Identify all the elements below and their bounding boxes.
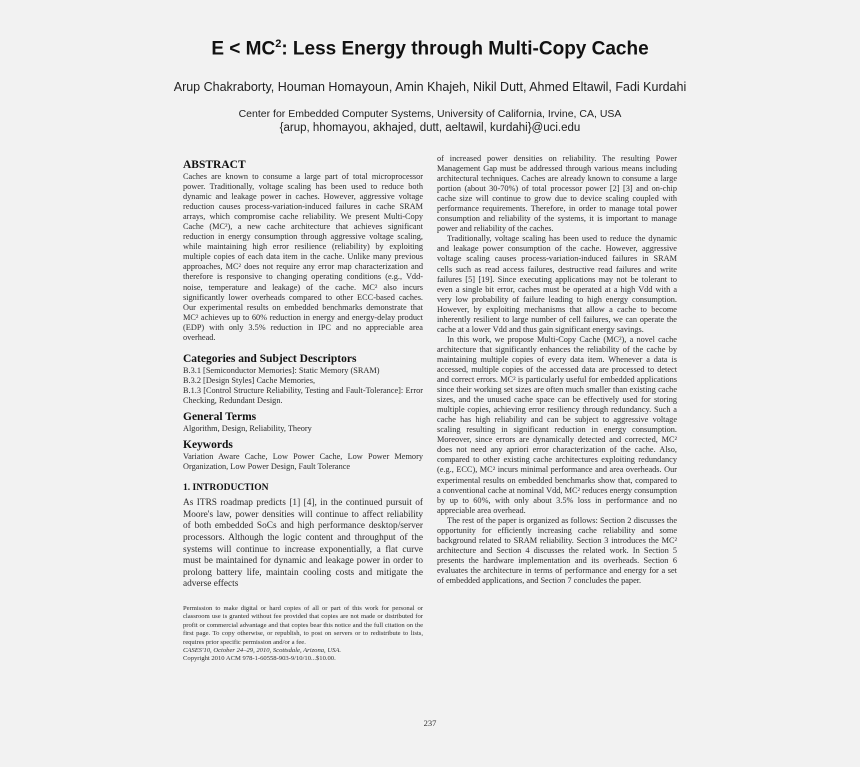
author-emails: {arup, hhomayou, akhajed, dutt, aeltawil, kurdahi}@uci.edu xyxy=(279,122,581,134)
body-paragraph: Traditionally, voltage scaling has been used to reduce the dynamic and leakage power consumption of the cache. However, aggressive voltage scaling causes process-variation-induced failures in SRAM cells such as read access failures, destructive read failures and write failures [5] [19]. Since executing applications may not be tolerant to even a single bit error, caches must be operated at a high Vdd with a very low probability of failure leading to high energy consumption. However, by exploiting mechanisms that allow a cache to become inherently resilient to large number of cell failures, we can operate the cache at a lower Vdd and thus gain significant energy savings. xyxy=(437,234,677,334)
author-list: Arup Chakraborty, Houman Homayoun, Amin Khajeh, Nikil Dutt, Ahmed Eltawil, Fadi Kurdahi xyxy=(173,80,687,94)
introduction-heading: 1. INTRODUCTION xyxy=(183,483,269,494)
body-paragraph: of increased power densities on reliability. The resulting Power Management Gap must be addressed through various means including architectural techniques. Caches are already known to consume a large portion (about 30-70%) of total processor power [2] [3] and on-chip cache size will continue to grow due to device scaling coupled with performance requirements. Therefore, in order to manage total power consumption and reliability of the systems, it is important to manage power and reliability of the caches. xyxy=(437,154,677,234)
keywords-text: Variation Aware Cache, Low Power Cache, Low Power Memory Organization, Low Power Design, Fault Tolerance xyxy=(183,452,423,472)
affiliation-block xyxy=(0,107,860,135)
category-item: B.1.3 [Control Structure Reliability, Testing and Fault-Tolerance]: Error Checking, Redundant Design. xyxy=(183,385,423,405)
abstract-text: Caches are known to consume a large part of total microprocessor power. Traditionally, voltage scaling has been used to reduce both dynamic and leakage power in caches. However, aggressive voltage reduction causes process-variation-induced failures in cache SRAM arrays, which compromise cache reliability. We present Multi-Copy Cache (MC²), a new cache architecture that achieves significant reduction in energy consumption through aggressive voltage scaling, while maintaining high error resilience (reliability) by exploiting multiple copies of each data item in the cache. Unlike many previous approaches, MC² does not require any error map characterization and therefore is responsive to changing operating conditions (e.g., Vdd-noise, temperature and leakage) of the cache. MC² also incurs significantly lower overheads compared to other ECC-based caches. Our experimental results on embedded benchmarks demonstrate that MC² achieves up to 60% reduction in energy and energy-delay product (EDP) with only 3.5% reduction in IPC and no appreciable area overhead. xyxy=(183,172,423,342)
keywords-heading: Keywords xyxy=(183,439,233,452)
category-item: B.3.1 [Semiconductor Memories]: Static Memory (SRAM) xyxy=(183,365,380,375)
general-terms-heading: General Terms xyxy=(183,410,257,423)
body-paragraph: The rest of the paper is organized as follows: Section 2 discusses the opportunity for efficiently increasing cache reliability and some background related to SRAM reliability. Section 3 introduces the MC² architecture and Section 4 discusses the related work. In Section 5 presents the hardware implementation and its overheads. Section 6 evaluates the architecture in terms of performance and energy for a set of embedded applications, and Section 7 concludes the paper. xyxy=(437,515,677,585)
left-column xyxy=(183,158,423,664)
conference-venue: CASES'10, October 24–29, 2010, Scottsdale, Arizona, USA. xyxy=(183,646,342,654)
title-main: E < MC xyxy=(211,38,276,60)
affiliation: Center for Embedded Computer Systems, University of California, Irvine, CA, USA xyxy=(238,108,622,120)
abstract-heading: ABSTRACT xyxy=(183,159,246,171)
introduction-text: As ITRS roadmap predicts [1] [4], in the continued pursuit of Moore's law, power densities will continue to affect reliability of both embedded SoCs and high performance desktop/server processors. Although the logic content and throughput of the systems will continue to increase exponentially, a flat curve must be maintained for dynamic and leakage power in order to prolong battery life, maintain cooling costs and mitigate the adverse effects xyxy=(183,498,423,590)
categories-heading: Categories and Subject Descriptors xyxy=(183,352,357,365)
title-rest: : Less Energy through Multi-Copy Cache xyxy=(281,38,649,60)
paper-title xyxy=(0,38,860,60)
page-number: 237 xyxy=(423,718,437,728)
copyright-line: Copyright 2010 ACM 978-1-60558-903-9/10/10...$10.00. xyxy=(183,655,336,663)
body-paragraph: In this work, we propose Multi-Copy Cache (MC²), a novel cache architecture that significantly enhances the reliability of the cache by maintaining multiple copies of every data item. Whenever a data is accessed, multiple copies of the accessed data are processed to detect and correct errors. MC² is particularly useful for embedded applications since their working set sizes are often much smaller than existing cache sizes, and the unused cache space can be effectively used for storing multiple copies, achieving error resiliency through redundancy. Such a cache has high reliability and can be subject to aggressive voltage scaling resulting in significant reduction in energy consumption. Moreover, since errors are dynamically detected and corrected, MC² does not need any apriori error characterization of the cache. Also, compared to other existing cache architectures exploiting redundancy (e.g., ECC), MC² incurs minimal performance and area overheads. Our experimental results on embedded benchmarks show that, compared to a conventional cache at nominal Vdd, MC² reduces energy consumption by up to 60%, with only about 3.5% loss in performance and no appreciable area overhead. xyxy=(437,334,677,515)
category-item: B.3.2 [Design Styles] Cache Memories, xyxy=(183,375,316,385)
right-column xyxy=(437,154,677,586)
title-superscript: 2 xyxy=(275,38,282,50)
permission-notice: Permission to make digital or hard copies of all or part of this work for personal or classroom use is granted without fee provided that copies are not made or distributed for profit or commercial advantage and that copies bear this notice and the full citation on the first page. To copy otherwise, or republish, to post on servers or to redistribute to lists, requires prior specific permission and/or a fee. xyxy=(183,604,423,646)
general-terms-text: Algorithm, Design, Reliability, Theory xyxy=(183,423,312,433)
